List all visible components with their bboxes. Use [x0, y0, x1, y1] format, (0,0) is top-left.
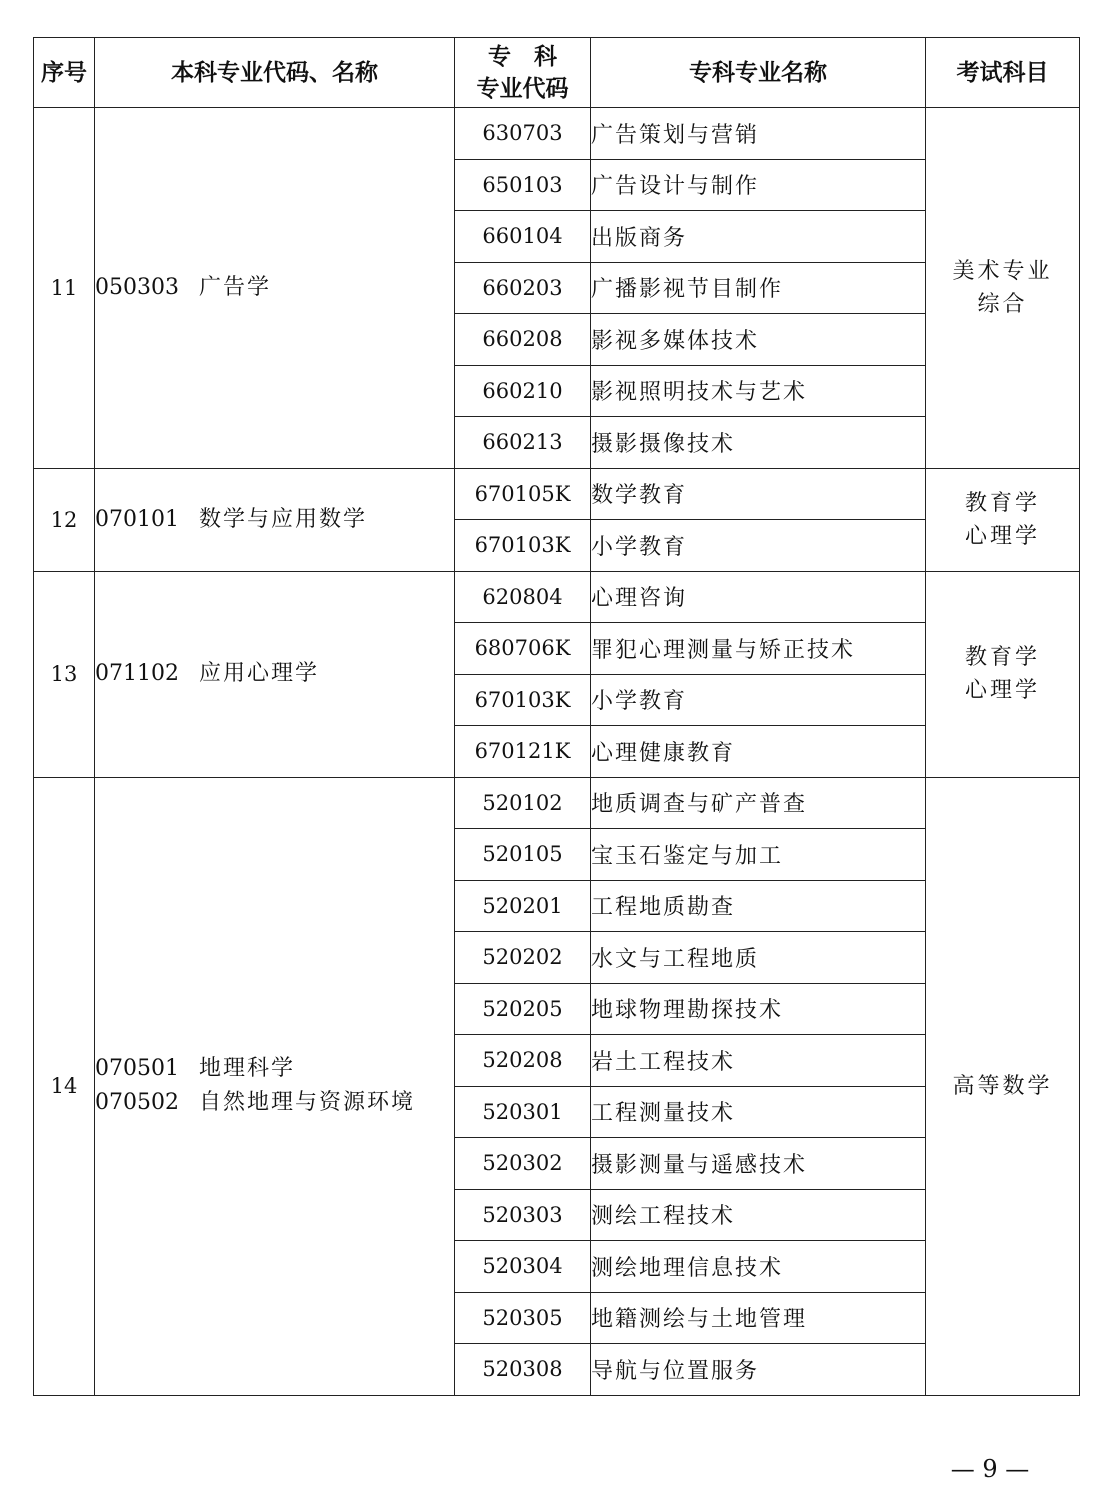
seq-cell: 13	[34, 571, 95, 777]
exam-subject: 教育学	[964, 645, 1040, 670]
junior-code-cell: 660213	[455, 417, 591, 469]
undergrad-name: 自然地理与资源环境	[199, 1090, 416, 1115]
header-undergrad: 本科专业代码、名称	[95, 38, 455, 108]
junior-name-cell: 出版商务	[591, 211, 926, 263]
junior-name-cell: 工程测量技术	[591, 1086, 926, 1138]
undergrad-cell	[95, 571, 455, 777]
exam-cell	[926, 777, 1080, 1395]
junior-name-cell: 岩土工程技术	[591, 1035, 926, 1087]
header-junior-code-line2: 专业代码	[476, 75, 569, 102]
junior-code-cell: 670121K	[455, 726, 591, 778]
junior-code-cell: 520305	[455, 1292, 591, 1344]
undergrad-code: 071102	[95, 661, 179, 686]
junior-name-cell: 地球物理勘探技术	[591, 983, 926, 1035]
undergrad-cell	[95, 108, 455, 469]
exam-cell	[926, 108, 1080, 469]
junior-code-cell: 520304	[455, 1241, 591, 1293]
table-row	[34, 777, 1080, 829]
undergrad-major	[95, 657, 454, 691]
header-junior-name: 专科专业名称	[591, 38, 926, 108]
junior-code-cell: 670103K	[455, 520, 591, 572]
header-junior-code	[455, 38, 591, 108]
undergrad-name: 广告学	[199, 274, 272, 300]
junior-name-cell: 摄影摄像技术	[591, 417, 926, 469]
exam-subject: 综合	[977, 291, 1028, 317]
undergrad-code: 070501	[95, 1056, 179, 1081]
junior-name-cell: 地质调查与矿产普查	[591, 777, 926, 829]
junior-code-cell: 660210	[455, 365, 591, 417]
junior-name-cell: 地籍测绘与土地管理	[591, 1292, 926, 1344]
undergrad-code: 050303	[95, 274, 179, 300]
header-exam: 考试科目	[926, 38, 1080, 108]
undergrad-name: 数学与应用数学	[199, 506, 368, 532]
undergrad-code: 070101	[95, 506, 179, 532]
junior-code-cell: 520303	[455, 1189, 591, 1241]
junior-code-cell: 660203	[455, 262, 591, 314]
seq-cell: 12	[34, 468, 95, 571]
junior-name-cell: 宝玉石鉴定与加工	[591, 829, 926, 881]
junior-name-cell: 测绘地理信息技术	[591, 1241, 926, 1293]
undergrad-cell	[95, 468, 455, 571]
junior-name-cell: 摄影测量与遥感技术	[591, 1138, 926, 1190]
header-seq: 序号	[34, 38, 95, 108]
junior-code-cell: 660208	[455, 314, 591, 366]
junior-name-cell: 罪犯心理测量与矫正技术	[591, 623, 926, 675]
junior-code-cell: 680706K	[455, 623, 591, 675]
exam-subject: 美术专业	[952, 258, 1053, 284]
seq-cell: 11	[34, 108, 95, 469]
undergrad-major	[95, 1086, 454, 1120]
junior-code-cell: 520201	[455, 880, 591, 932]
header-junior-code-line1: 专 科	[488, 43, 557, 70]
junior-code-cell: 520205	[455, 983, 591, 1035]
seq-cell: 14	[34, 777, 95, 1395]
table-body	[34, 108, 1080, 1396]
junior-code-cell: 520302	[455, 1138, 591, 1190]
junior-code-cell: 520208	[455, 1035, 591, 1087]
junior-name-cell: 水文与工程地质	[591, 932, 926, 984]
junior-code-cell: 660104	[455, 211, 591, 263]
table-row	[34, 108, 1080, 160]
exam-subject: 心理学	[964, 678, 1040, 703]
junior-name-cell: 导航与位置服务	[591, 1344, 926, 1396]
header-row	[34, 38, 1080, 108]
junior-name-cell: 广播影视节目制作	[591, 262, 926, 314]
junior-name-cell: 测绘工程技术	[591, 1189, 926, 1241]
junior-code-cell: 630703	[455, 108, 591, 160]
undergrad-name: 应用心理学	[199, 661, 320, 686]
undergrad-code: 070502	[95, 1090, 179, 1115]
junior-code-cell: 650103	[455, 159, 591, 211]
junior-name-cell: 小学教育	[591, 520, 926, 572]
majors-table	[33, 37, 1080, 1396]
junior-name-cell: 广告设计与制作	[591, 159, 926, 211]
junior-code-cell: 520105	[455, 829, 591, 881]
junior-name-cell: 数学教育	[591, 468, 926, 520]
page-number: — 9 —	[950, 1455, 1030, 1483]
junior-name-cell: 工程地质勘查	[591, 880, 926, 932]
junior-code-cell: 520102	[455, 777, 591, 829]
table-row	[34, 468, 1080, 520]
junior-name-cell: 广告策划与营销	[591, 108, 926, 160]
undergrad-name: 地理科学	[199, 1056, 296, 1081]
junior-name-cell: 小学教育	[591, 674, 926, 726]
junior-name-cell: 心理咨询	[591, 571, 926, 623]
junior-name-cell: 心理健康教育	[591, 726, 926, 778]
junior-name-cell: 影视多媒体技术	[591, 314, 926, 366]
junior-name-cell: 影视照明技术与艺术	[591, 365, 926, 417]
junior-code-cell: 670105K	[455, 468, 591, 520]
undergrad-cell	[95, 777, 455, 1395]
junior-code-cell: 520301	[455, 1086, 591, 1138]
junior-code-cell: 620804	[455, 571, 591, 623]
exam-subject: 教育学	[964, 490, 1040, 516]
junior-code-cell: 670103K	[455, 674, 591, 726]
undergrad-major	[95, 503, 454, 537]
undergrad-major	[95, 271, 454, 305]
table-row	[34, 571, 1080, 623]
exam-subject: 心理学	[964, 523, 1040, 549]
junior-code-cell: 520202	[455, 932, 591, 984]
junior-code-cell: 520308	[455, 1344, 591, 1396]
undergrad-major	[95, 1052, 454, 1086]
exam-cell	[926, 571, 1080, 777]
exam-subject: 高等数学	[952, 1073, 1053, 1099]
exam-cell	[926, 468, 1080, 571]
